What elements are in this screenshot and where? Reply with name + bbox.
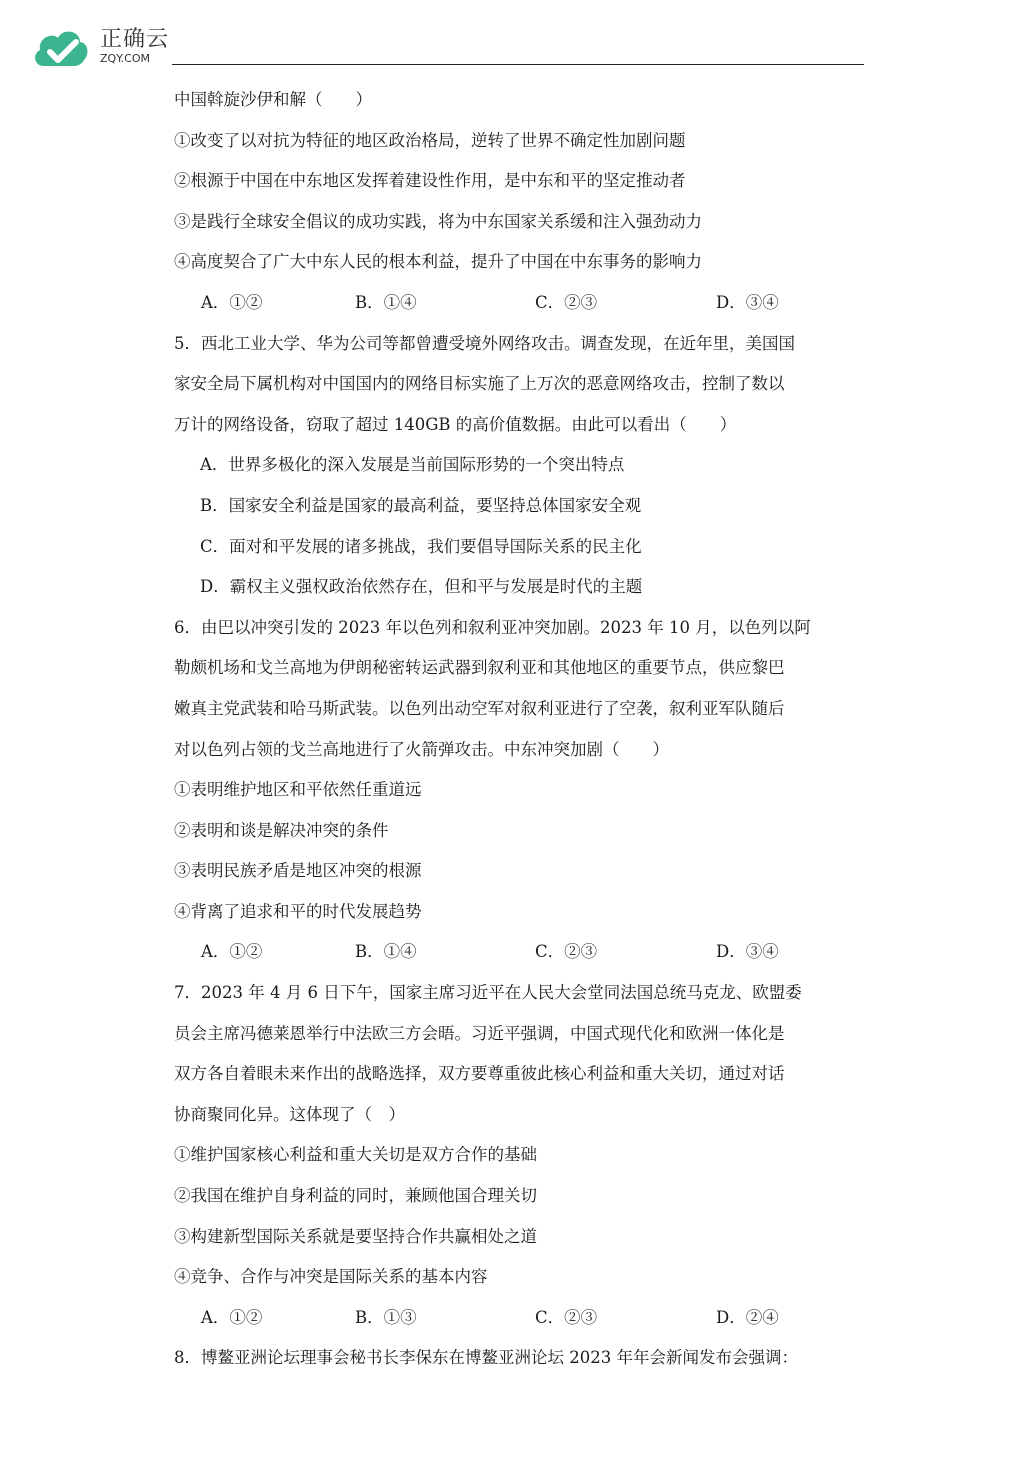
q7-item: ③构建新型国际关系就是要坚持合作共赢相处之道 bbox=[174, 1226, 537, 1246]
brand-name: 正确云 bbox=[100, 27, 170, 52]
brand bbox=[100, 28, 169, 66]
option-b: B．①④ bbox=[355, 292, 417, 312]
brand-url: ZQY.COM bbox=[100, 52, 151, 65]
q5-stem-line: 5．西北工业大学、华为公司等都曾遭受境外网络攻击。调查发现，在近年里，美国国 bbox=[174, 333, 795, 353]
q6-item: ③表明民族矛盾是地区冲突的根源 bbox=[174, 861, 422, 881]
option-d: D．②④ bbox=[716, 1307, 779, 1327]
q5-option-c: C．面对和平发展的诸多挑战，我们要倡导国际关系的民主化 bbox=[200, 536, 642, 556]
q7-item: ②我国在维护自身利益的同时，兼顾他国合理关切 bbox=[174, 1186, 537, 1206]
q7-item: ①维护国家核心利益和重大关切是双方合作的基础 bbox=[174, 1145, 537, 1165]
option-c: C．②③ bbox=[535, 942, 598, 962]
q5-stem-line: 万计的网络设备，窃取了超过 140GB 的高价值数据。由此可以看出（ ） bbox=[174, 414, 737, 434]
q6-stem-line: 嫩真主党武装和哈马斯武装。以色列出动空军对叙利亚进行了空袭，叙利亚军队随后 bbox=[174, 698, 785, 718]
option-a: A．①② bbox=[201, 942, 263, 962]
option-d: D．③④ bbox=[716, 942, 779, 962]
text-line: ③是践行全球安全倡议的成功实践，将为中东国家关系缓和注入强劲动力 bbox=[174, 211, 702, 231]
q7-stem-line: 双方各自着眼未来作出的战略选择，双方要尊重彼此核心利益和重大关切，通过对话 bbox=[174, 1064, 785, 1084]
option-a: A．①② bbox=[201, 292, 263, 312]
q6-stem-line: 勒颇机场和戈兰高地为伊朗秘密转运武器到叙利亚和其他地区的重要节点，供应黎巴 bbox=[174, 658, 785, 678]
q7-item: ④竞争、合作与冲突是国际关系的基本内容 bbox=[174, 1267, 488, 1287]
text-line: ①改变了以对抗为特征的地区政治格局，逆转了世界不确定性加剧问题 bbox=[174, 130, 686, 150]
q5-stem-line: 家安全局下属机构对中国国内的网络目标实施了上万次的恶意网络攻击，控制了数以 bbox=[174, 374, 785, 394]
option-a: A．①② bbox=[201, 1307, 263, 1327]
q6-item: ①表明维护地区和平依然任重道远 bbox=[174, 780, 422, 800]
option-b: B．①④ bbox=[355, 942, 417, 962]
q6-item: ②表明和谈是解决冲突的条件 bbox=[174, 820, 389, 840]
q4-options bbox=[174, 283, 864, 324]
q5-option-d: D．霸权主义强权政治依然存在，但和平与发展是时代的主题 bbox=[200, 577, 643, 597]
text-line: ②根源于中国在中东地区发挥着建设性作用，是中东和平的坚定推动者 bbox=[174, 171, 686, 191]
q7-stem-line: 协商聚同化异。这体现了（ ） bbox=[174, 1104, 405, 1124]
q6-stem-line: 对以色列占领的戈兰高地进行了火箭弹攻击。中东冲突加剧（ ） bbox=[174, 739, 669, 759]
document-body bbox=[174, 80, 864, 1379]
header-rule bbox=[172, 64, 864, 65]
q6-options bbox=[174, 932, 864, 973]
q6-item: ④背离了追求和平的时代发展趋势 bbox=[174, 901, 422, 921]
option-d: D．③④ bbox=[716, 292, 779, 312]
q5-option-a: A．世界多极化的深入发展是当前国际形势的一个突出特点 bbox=[200, 455, 625, 475]
q7-stem-line: 员会主席冯德莱恩举行中法欧三方会晤。习近平强调，中国式现代化和欧洲一体化是 bbox=[174, 1023, 785, 1043]
option-b: B．①③ bbox=[355, 1307, 417, 1327]
text-line: 中国斡旋沙伊和解（ ） bbox=[174, 90, 372, 109]
option-c: C．②③ bbox=[535, 1307, 598, 1327]
q6-stem-line: 6．由巴以冲突引发的 2023 年以色列和叙利亚冲突加剧。2023 年 10 月，以色列以阿 bbox=[174, 617, 811, 637]
q8-stem-line: 8．博鳌亚洲论坛理事会秘书长李保东在博鳌亚洲论坛 2023 年年会新闻发布会强调： bbox=[174, 1348, 798, 1368]
option-c: C．②③ bbox=[535, 292, 598, 312]
q7-stem-line: 7．2023 年 4 月 6 日下午，国家主席习近平在人民大会堂同法国总统马克龙、欧盟委 bbox=[174, 983, 802, 1003]
q5-option-b: B．国家安全利益是国家的最高利益，要坚持总体国家安全观 bbox=[200, 495, 642, 515]
q7-options bbox=[174, 1298, 864, 1339]
zqy-logo-icon bbox=[30, 22, 90, 72]
text-line: ④高度契合了广大中东人民的根本利益，提升了中国在中东事务的影响力 bbox=[174, 252, 702, 272]
